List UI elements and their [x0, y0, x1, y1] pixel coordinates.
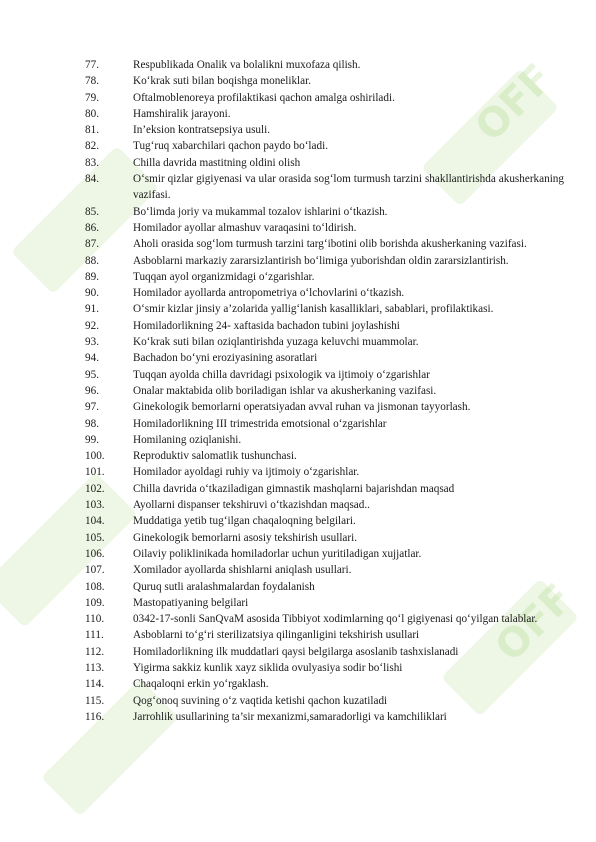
list-item: [0, 269, 596, 285]
item-number: 105.: [85, 531, 105, 544]
item-text: Muddatiga yetib tug‘ilgan chaqaloqning belgilari.: [133, 515, 356, 528]
item-number: 109.: [85, 596, 105, 609]
item-number: 100.: [85, 450, 105, 463]
item-text: Asboblarni to‘g‘ri sterilizatsiya qilinganligini tekshirish usullari: [133, 629, 420, 642]
item-number: 108.: [85, 580, 105, 593]
item-number: 112.: [85, 645, 105, 658]
item-text: Tug‘ruq xabarchilari qachon paydo bo‘ladi.: [133, 140, 329, 153]
list-item: [0, 416, 596, 432]
list-item: [0, 57, 596, 73]
list-item: [0, 399, 596, 415]
list-item: [0, 562, 596, 578]
item-number: 104.: [85, 515, 105, 528]
item-text: Chilla davrida mastitning oldini olish: [133, 156, 301, 169]
item-number: 94.: [85, 352, 99, 365]
question-list: [0, 57, 596, 725]
list-item: [0, 497, 596, 513]
item-number: 93.: [85, 336, 99, 349]
item-number: 99.: [85, 433, 99, 446]
item-text: Chilla davrida o‘tkaziladigan gimnastik mashqlarni bajarishdan maqsad: [133, 482, 455, 495]
item-text: Homilador ayollarda antropometriya o‘lchovlarini o‘tkazish.: [133, 287, 405, 300]
item-text: Homiladorlikning III trimestrida emotsional o‘zgarishlar: [133, 417, 387, 430]
item-number: 114.: [85, 678, 105, 691]
item-number: 79.: [85, 91, 99, 104]
item-number: 91.: [85, 303, 99, 316]
item-number: 96.: [85, 384, 99, 397]
item-text: Homiladorlikning ilk muddatlari qaysi belgilarga asoslanib tashxislanadi: [133, 645, 459, 658]
list-item: [0, 513, 596, 529]
item-text: Mastopatiyaning belgilari: [133, 596, 249, 609]
item-text: Quruq sutli aralashmalardan foydalanish: [133, 580, 315, 593]
item-text: Tuqqan ayolda chilla davridagi psixologik va ijtimoiy o‘zgarishlar: [133, 368, 430, 381]
item-text: Homilaning oziqlanishi.: [133, 433, 242, 446]
item-number: 106.: [85, 547, 105, 560]
list-item: [0, 432, 596, 448]
item-text: 0342-17-sonli SanQvaM asosida Tibbiyot xodimlarning qo‘l gigiyenasi qo‘yilgan talablar.: [133, 613, 538, 626]
item-number: 85.: [85, 205, 99, 218]
list-item: [0, 595, 596, 611]
item-text: Bo‘limda joriy va mukammal tozalov ishlarini o‘tkazish.: [133, 205, 388, 218]
item-number: 92.: [85, 319, 99, 332]
list-item: [0, 301, 596, 317]
item-number: 87.: [85, 238, 99, 251]
item-text: Ayollarni dispanser tekshiruvi o‘tkazishdan maqsad..: [133, 499, 370, 512]
item-number: 88.: [85, 254, 99, 267]
list-item: [0, 611, 596, 627]
item-text: Homilador ayollar almashuv varaqasini to‘ldirish.: [133, 221, 357, 234]
item-number: 89.: [85, 270, 99, 283]
list-item: [0, 546, 596, 562]
list-item: [0, 220, 596, 236]
list-item: [0, 627, 596, 643]
list-item: [0, 122, 596, 138]
item-number: 113.: [85, 661, 105, 674]
list-item: [0, 693, 596, 709]
list-item: [0, 660, 596, 676]
item-text: Respublikada Onalik va bolalikni muxofaza qilish.: [133, 59, 361, 71]
item-text: Asboblarni markaziy zararsizlantirish bo‘limiga yuborishdan oldin zararsizlantirish.: [133, 254, 509, 267]
item-number: 97.: [85, 401, 99, 414]
list-item: [0, 138, 596, 154]
list-item: [0, 334, 596, 350]
list-item: [0, 464, 596, 480]
list-item: [0, 253, 596, 269]
list-item: [0, 285, 596, 301]
list-item: [0, 106, 596, 122]
item-number: 81.: [85, 124, 99, 137]
item-text: Reproduktiv salomatlik tushunchasi.: [133, 450, 297, 463]
item-number: 86.: [85, 221, 99, 234]
list-item: [0, 367, 596, 383]
item-text: Homilador ayoldagi ruhiy va ijtimoiy o‘zgarishlar.: [133, 466, 360, 479]
list-item: [0, 73, 596, 89]
item-number: 115.: [85, 694, 105, 707]
list-item: [0, 204, 596, 220]
item-number: 95.: [85, 368, 99, 381]
list-item: [0, 350, 596, 366]
item-number: 101.: [85, 466, 105, 479]
item-text: Oilaviy poliklinikada homiladorlar uchun yuritiladigan xujjatlar.: [133, 547, 422, 560]
item-text: Chaqaloqni erkin yo‘rgaklash.: [133, 678, 269, 691]
item-number: 80.: [85, 107, 99, 120]
item-number: 90.: [85, 287, 99, 300]
list-item: [0, 530, 596, 546]
item-text: Bachadon bo‘yni eroziyasining asoratlari: [133, 352, 318, 365]
item-number: 103.: [85, 499, 105, 512]
item-number: 116.: [85, 710, 105, 723]
item-text: Aholi orasida sog‘lom turmush tarzini targ‘ibotini olib borishda akusherkaning vazifasi.: [133, 238, 527, 251]
item-text: Ginekologik bemorlarni operatsiyadan avval ruhan va jismonan tayyorlash.: [133, 401, 471, 414]
list-item: [0, 171, 596, 204]
watermark-text: OFF: [486, 575, 582, 671]
list-item: [0, 155, 596, 171]
item-number: 111.: [85, 629, 104, 642]
list-item: [0, 318, 596, 334]
item-text: Ko‘krak suti bilan oziqlantirishda yuzaga keluvchi muammolar.: [133, 336, 419, 349]
list-item: [0, 709, 596, 725]
list-item: [0, 481, 596, 497]
list-item: [0, 579, 596, 595]
item-text: Hamshiralik jarayoni.: [133, 107, 231, 120]
item-text: Homiladorlikning 24- xaftasida bachadon tubini joylashishi: [133, 319, 400, 332]
item-text: Oftalmoblenoreya profilaktikasi qachon amalga oshiriladi.: [133, 91, 395, 104]
item-text: Ginekologik bemorlarni asosiy tekshirish usullari.: [133, 531, 358, 544]
watermark-text: OFF: [466, 55, 562, 151]
item-number: 82.: [85, 140, 99, 153]
item-text: In’eksion kontratsepsiya usuli.: [133, 124, 271, 137]
item-number: 98.: [85, 417, 99, 430]
item-number: 77.: [85, 59, 99, 71]
item-text: O‘smir kizlar jinsiy a’zolarida yallig‘lanish kasalliklari, sabablari, profilaktikasi.: [133, 303, 494, 316]
item-number: 107.: [85, 564, 105, 577]
list-item: [0, 644, 596, 660]
item-text: Qog‘onoq suvining o‘z vaqtida ketishi qachon kuzatiladi: [133, 694, 388, 707]
item-number: 84.: [85, 173, 99, 186]
item-number: 78.: [85, 75, 99, 88]
item-text: Jarrohlik usullarining ta’sir mexanizmi,samaradorligi va kamchiliklari: [133, 710, 447, 723]
item-text: Ko‘krak suti bilan boqishga moneliklar.: [133, 75, 312, 88]
list-item: [0, 90, 596, 106]
item-number: 83.: [85, 156, 99, 169]
list-item: [0, 448, 596, 464]
item-number: 110.: [85, 613, 105, 626]
item-text: Onalar maktabida olib boriladigan ishlar va akusherkaning vazifasi.: [133, 384, 437, 397]
item-text: Tuqqan ayol organizmidagi o‘zgarishlar.: [133, 270, 315, 283]
list-item: [0, 383, 596, 399]
list-item: [0, 236, 596, 252]
item-number: 102.: [85, 482, 105, 495]
list-item: [0, 676, 596, 692]
item-text: O‘smir qizlar gigiyenasi va ular orasida sog‘lom turmush tarzini shakllantirishda akusherkaning vazifasi.: [133, 173, 564, 202]
item-text: Xomilador ayollarda shishlarni aniqlash usullari.: [133, 564, 352, 577]
item-text: Yigirma sakkiz kunlik xayz siklida ovulyasiya sodir bo‘lishi: [133, 661, 403, 674]
